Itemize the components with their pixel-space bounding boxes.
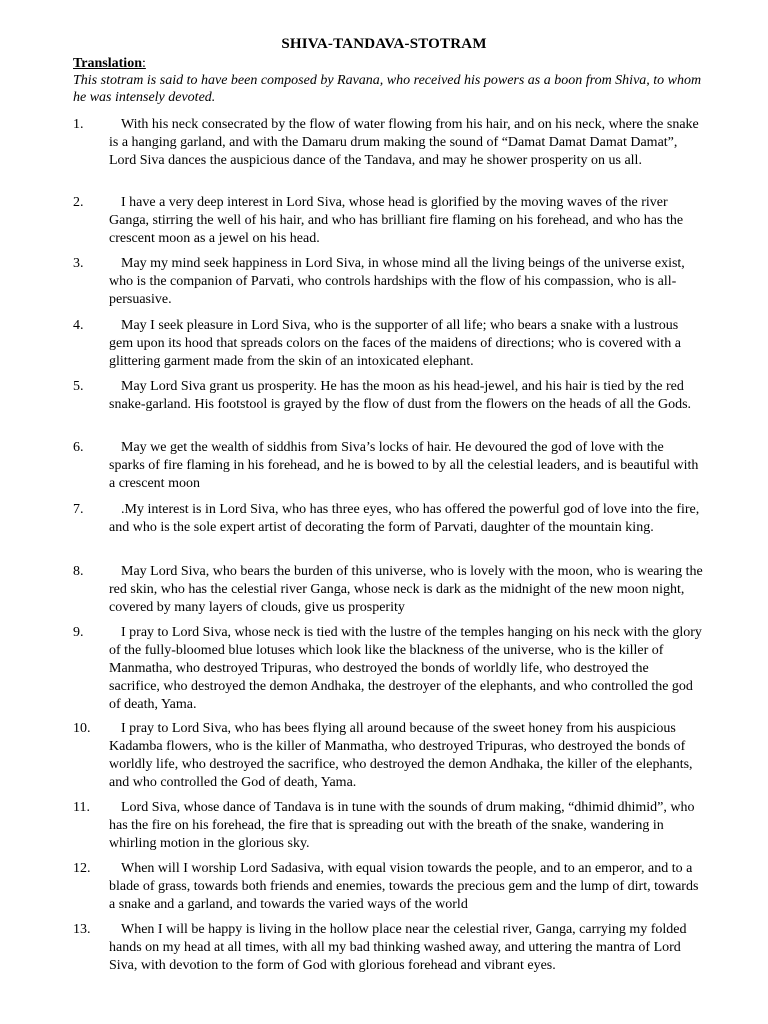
verse-10 <box>73 720 703 792</box>
verse-text: With his neck consecrated by the flow of water flowing from his hair, and on his neck, where the snake is a hanging garland, and with the Damaru drum making the sound of “Damat Damat Damat Damat”, Lord Siva dances the auspicious dance of the Tandava, and may he shower prosperity on us all. <box>109 117 699 168</box>
verse-number: 9. <box>73 625 84 640</box>
verse-number: 4. <box>73 318 84 333</box>
verse-text: May I seek pleasure in Lord Siva, who is the supporter of all life; who bears a snake with a lustrous gem upon its hood that spreads colors on the faces of the maidens of directions; who is covered with a glittering garment made from the skin of an intoxicated elephant. <box>109 318 681 369</box>
verse-number: 6. <box>73 440 84 455</box>
verse-number: 11. <box>73 800 90 815</box>
verse-5 <box>73 378 703 414</box>
intro-paragraph: This stotram is said to have been composed by Ravana, who received his powers as a boon from Shiva, to whom he was intensely devoted. <box>73 73 702 105</box>
verse-text: May we get the wealth of siddhis from Siva’s locks of hair. He devoured the god of love with the sparks of fire flaming in his forehead, and he is bowed to by all the celestial leaders, and is beautiful with a crescent moon <box>109 440 699 491</box>
verse-text: I have a very deep interest in Lord Siva, whose head is glorified by the moving waves of the river Ganga, stirring the well of his hair, and who has brilliant fire flaming on his forehead, and who has the crescent moon as a jewel on his head. <box>109 195 684 246</box>
verse-3 <box>73 255 703 309</box>
verse-number: 5. <box>73 379 84 394</box>
verse-number: 3. <box>73 256 84 271</box>
verse-number: 1. <box>73 117 84 132</box>
verse-2 <box>73 194 703 248</box>
verse-text: When will I worship Lord Sadasiva, with equal vision towards the people, and to an emperor, and to a blade of grass, towards both friends and enemies, towards the precious gem and the lump of dirt, towards a snake and a garland, and towards the varied ways of the world <box>109 861 699 912</box>
verse-8 <box>73 563 703 617</box>
verse-number: 8. <box>73 564 84 579</box>
verse-number: 12. <box>73 861 91 876</box>
translation-heading <box>73 56 146 72</box>
verse-9 <box>73 624 703 714</box>
verse-number: 10. <box>73 721 91 736</box>
translation-label: Translation <box>73 56 142 71</box>
verse-1 <box>73 116 703 170</box>
verse-6 <box>73 439 703 493</box>
verse-text: Lord Siva, whose dance of Tandava is in tune with the sounds of drum making, “dhimid dhimid”, who has the fire on his forehead, the fire that is spreading out with the breath of the snake, wandering in whirling motion in the glorious sky. <box>109 800 695 851</box>
verse-text: I pray to Lord Siva, whose neck is tied with the lustre of the temples hanging on his neck with the glory of the fully-bloomed blue lotuses which look like the blackness of the universe, who is the killer of Manmatha, who destroyed Tripuras, who destroyed the bonds of worldly life, who destroyed the sacrifice, who destroyed the demon Andhaka, the destroyer of the elephants, and who controlled the god of death, Yama. <box>109 625 702 712</box>
verse-7 <box>73 501 703 537</box>
verse-text: When I will be happy is living in the hollow place near the celestial river, Ganga, carrying my folded hands on my head at all times, with all my bad thinking washed away, and uttering the mantra of Lord Siva, with devotion to the form of God with glorious forehead and vibrant eyes. <box>109 922 687 973</box>
verse-12 <box>73 860 703 914</box>
verse-text: May my mind seek happiness in Lord Siva, in whose mind all the living beings of the universe exist, who is the companion of Parvati, who controls hardships with the flow of his compassion, who is all-persuasive. <box>109 256 685 307</box>
verse-text: May Lord Siva grant us prosperity. He has the moon as his head-jewel, and his hair is tied by the red snake-garland. His footstool is grayed by the flow of dust from the flowers on the heads of all the Gods. <box>109 379 692 412</box>
document-title: SHIVA-TANDAVA-STOTRAM <box>281 36 487 52</box>
translation-colon: : <box>141 56 146 71</box>
verse-13 <box>73 921 703 975</box>
verse-number: 2. <box>73 195 84 210</box>
verse-text: I pray to Lord Siva, who has bees flying all around because of the sweet honey from his auspicious Kadamba flowers, who is the killer of Manmatha, who destroyed Tripuras, who destroyed the bonds of worldly life, who destroyed the sacrifice, who destroyed the demon Andhaka, the killer of the elephants, and who controlled the God of death, Yama. <box>109 721 693 790</box>
verse-text: May Lord Siva, who bears the burden of this universe, who is lovely with the moon, who is wearing the red skin, who has the celestial river Ganga, whose neck is dark as the midnight of the new moon night, covered by many layers of clouds, give us prosperity <box>109 564 703 615</box>
verse-number: 13. <box>73 922 91 937</box>
verse-4 <box>73 317 703 371</box>
verse-text: .My interest is in Lord Siva, who has three eyes, who has offered the powerful god of love into the fire, and who is the sole expert artist of decorating the form of Parvati, daughter of the mountain king. <box>109 502 700 535</box>
verse-11 <box>73 799 703 853</box>
verse-number: 7. <box>73 502 84 517</box>
